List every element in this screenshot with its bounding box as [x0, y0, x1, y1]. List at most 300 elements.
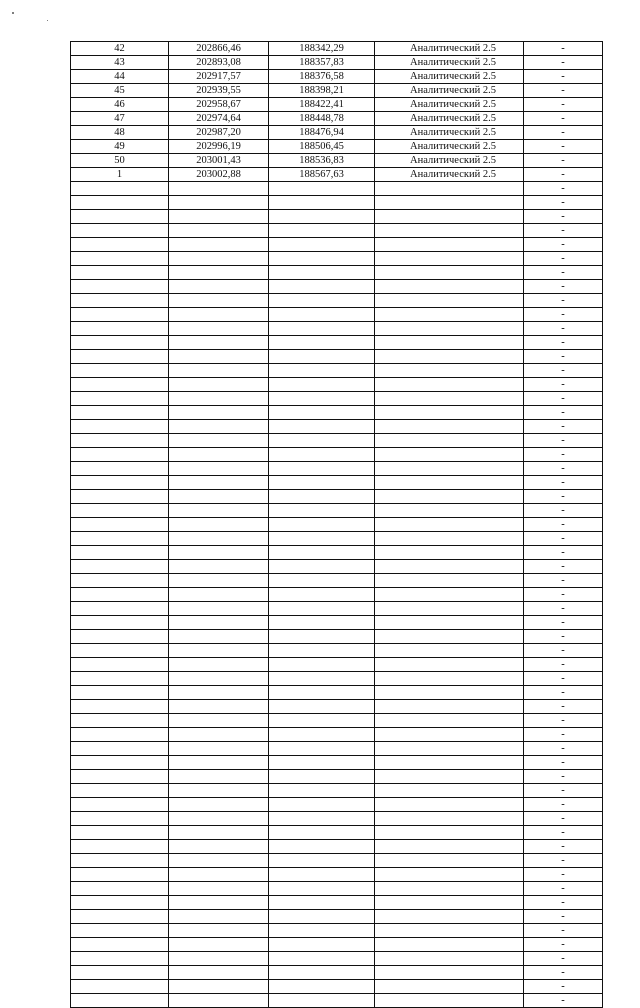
- dash-mark: -: [561, 812, 565, 824]
- method-cell: Аналитический 2.5: [375, 126, 524, 140]
- dash-mark: -: [561, 112, 565, 124]
- dash-mark: -: [561, 322, 565, 334]
- x-coordinate-cell: [169, 588, 269, 602]
- dash-mark: -: [561, 70, 565, 82]
- method-cell: [375, 210, 524, 224]
- y-coordinate-cell: [269, 770, 375, 784]
- point-number-cell: [71, 714, 169, 728]
- method-cell: [375, 238, 524, 252]
- method-cell: [375, 742, 524, 756]
- method-cell: Аналитический 2.5: [375, 168, 524, 182]
- y-coordinate-cell: [269, 924, 375, 938]
- method-cell: [375, 546, 524, 560]
- x-coordinate-cell: [169, 644, 269, 658]
- mark-cell: [524, 210, 603, 224]
- point-number-cell: [71, 518, 169, 532]
- table-row: [71, 756, 603, 770]
- mark-cell: [524, 910, 603, 924]
- table-row: [71, 938, 603, 952]
- table-row: [71, 448, 603, 462]
- dash-mark: -: [561, 504, 565, 516]
- table-row: [71, 280, 603, 294]
- x-coordinate-cell: [169, 686, 269, 700]
- method-cell: Аналитический 2.5: [375, 140, 524, 154]
- table-row: [71, 966, 603, 980]
- y-coordinate-cell: [269, 336, 375, 350]
- table-row: [71, 616, 603, 630]
- point-number-cell: [71, 924, 169, 938]
- method-cell: [375, 504, 524, 518]
- method-cell: [375, 994, 524, 1008]
- dash-mark: -: [561, 420, 565, 432]
- y-coordinate-cell: [269, 938, 375, 952]
- point-number-cell: [71, 658, 169, 672]
- mark-cell: [524, 630, 603, 644]
- mark-cell: [524, 434, 603, 448]
- x-coordinate-cell: [169, 392, 269, 406]
- table-row: [71, 784, 603, 798]
- point-number-cell: [71, 322, 169, 336]
- mark-cell: [524, 966, 603, 980]
- method-cell: [375, 392, 524, 406]
- x-coordinate-cell: [169, 952, 269, 966]
- x-coordinate-cell: [169, 700, 269, 714]
- method-cell: [375, 882, 524, 896]
- mark-cell: [524, 742, 603, 756]
- mark-cell: [524, 364, 603, 378]
- table-row: [71, 266, 603, 280]
- mark-cell: [524, 938, 603, 952]
- y-coordinate-cell: [269, 728, 375, 742]
- y-coordinate-cell: [269, 406, 375, 420]
- dash-mark: -: [561, 518, 565, 530]
- mark-cell: [524, 504, 603, 518]
- y-coordinate-cell: [269, 644, 375, 658]
- mark-cell: [524, 868, 603, 882]
- table-row: [71, 686, 603, 700]
- y-coordinate-cell: [269, 364, 375, 378]
- y-coordinate-cell: [269, 840, 375, 854]
- point-number-cell: [71, 966, 169, 980]
- method-cell: [375, 700, 524, 714]
- mark-cell: [524, 672, 603, 686]
- x-coordinate-cell: 202866,46: [169, 42, 269, 56]
- x-coordinate-cell: [169, 350, 269, 364]
- y-coordinate-cell: [269, 574, 375, 588]
- x-coordinate-cell: [169, 504, 269, 518]
- dash-mark: -: [561, 672, 565, 684]
- point-number-cell: [71, 602, 169, 616]
- table-row: [71, 140, 603, 154]
- method-cell: [375, 714, 524, 728]
- method-cell: [375, 658, 524, 672]
- method-cell: [375, 182, 524, 196]
- x-coordinate-cell: 202996,19: [169, 140, 269, 154]
- method-cell: [375, 896, 524, 910]
- x-coordinate-cell: [169, 896, 269, 910]
- table-row: [71, 56, 603, 70]
- mark-cell: [524, 84, 603, 98]
- table-row: [71, 882, 603, 896]
- point-number-cell: [71, 742, 169, 756]
- method-cell: [375, 252, 524, 266]
- y-coordinate-cell: [269, 238, 375, 252]
- mark-cell: [524, 602, 603, 616]
- dash-mark: -: [561, 994, 565, 1006]
- mark-cell: [524, 840, 603, 854]
- x-coordinate-cell: [169, 812, 269, 826]
- x-coordinate-cell: [169, 784, 269, 798]
- point-number-cell: [71, 910, 169, 924]
- y-coordinate-cell: [269, 714, 375, 728]
- point-number-cell: [71, 308, 169, 322]
- point-number-cell: [71, 392, 169, 406]
- method-cell: Аналитический 2.5: [375, 70, 524, 84]
- table-row: [71, 952, 603, 966]
- dash-mark: -: [561, 364, 565, 376]
- method-cell: [375, 560, 524, 574]
- point-number-cell: 48: [71, 126, 169, 140]
- dash-mark: -: [561, 980, 565, 992]
- table-row: [71, 308, 603, 322]
- dash-mark: -: [561, 462, 565, 474]
- x-coordinate-cell: [169, 728, 269, 742]
- dash-mark: -: [561, 756, 565, 768]
- dash-mark: -: [561, 448, 565, 460]
- method-cell: [375, 924, 524, 938]
- mark-cell: [524, 714, 603, 728]
- table-row: [71, 406, 603, 420]
- dash-mark: -: [561, 896, 565, 908]
- y-coordinate-cell: [269, 504, 375, 518]
- x-coordinate-cell: [169, 280, 269, 294]
- table-row: [71, 588, 603, 602]
- mark-cell: [524, 812, 603, 826]
- point-number-cell: [71, 980, 169, 994]
- table-row: [71, 840, 603, 854]
- y-coordinate-cell: [269, 252, 375, 266]
- mark-cell: [524, 252, 603, 266]
- x-coordinate-cell: [169, 658, 269, 672]
- x-coordinate-cell: [169, 266, 269, 280]
- x-coordinate-cell: [169, 336, 269, 350]
- x-coordinate-cell: [169, 672, 269, 686]
- method-cell: [375, 420, 524, 434]
- mark-cell: [524, 826, 603, 840]
- mark-cell: [524, 658, 603, 672]
- method-cell: [375, 826, 524, 840]
- dash-mark: -: [561, 154, 565, 166]
- method-cell: [375, 770, 524, 784]
- method-cell: [375, 280, 524, 294]
- y-coordinate-cell: [269, 798, 375, 812]
- x-coordinate-cell: [169, 462, 269, 476]
- table-row: [71, 630, 603, 644]
- dash-mark: -: [561, 42, 565, 54]
- x-coordinate-cell: [169, 994, 269, 1008]
- method-cell: Аналитический 2.5: [375, 42, 524, 56]
- dash-mark: -: [561, 224, 565, 236]
- dash-mark: -: [561, 182, 565, 194]
- x-coordinate-cell: [169, 630, 269, 644]
- mark-cell: [524, 336, 603, 350]
- method-cell: [375, 336, 524, 350]
- x-coordinate-cell: 202939,55: [169, 84, 269, 98]
- point-number-cell: [71, 798, 169, 812]
- method-cell: [375, 448, 524, 462]
- dash-mark: -: [561, 560, 565, 572]
- y-coordinate-cell: [269, 658, 375, 672]
- dash-mark: -: [561, 644, 565, 656]
- x-coordinate-cell: [169, 420, 269, 434]
- x-coordinate-cell: 203001,43: [169, 154, 269, 168]
- point-number-cell: [71, 812, 169, 826]
- y-coordinate-cell: [269, 308, 375, 322]
- method-cell: [375, 966, 524, 980]
- y-coordinate-cell: [269, 322, 375, 336]
- dash-mark: -: [561, 350, 565, 362]
- dash-mark: -: [561, 546, 565, 558]
- mark-cell: [524, 882, 603, 896]
- y-coordinate-cell: [269, 476, 375, 490]
- x-coordinate-cell: [169, 308, 269, 322]
- table-row: [71, 896, 603, 910]
- y-coordinate-cell: [269, 700, 375, 714]
- y-coordinate-cell: [269, 812, 375, 826]
- y-coordinate-cell: [269, 602, 375, 616]
- table-row: [71, 924, 603, 938]
- y-coordinate-cell: [269, 196, 375, 210]
- point-number-cell: [71, 350, 169, 364]
- x-coordinate-cell: [169, 966, 269, 980]
- mark-cell: [524, 700, 603, 714]
- method-cell: [375, 980, 524, 994]
- x-coordinate-cell: [169, 560, 269, 574]
- y-coordinate-cell: [269, 392, 375, 406]
- y-coordinate-cell: [269, 434, 375, 448]
- table-row: [71, 196, 603, 210]
- point-number-cell: [71, 770, 169, 784]
- method-cell: [375, 364, 524, 378]
- method-cell: [375, 728, 524, 742]
- point-number-cell: [71, 224, 169, 238]
- y-coordinate-cell: 188536,83: [269, 154, 375, 168]
- dash-mark: -: [561, 336, 565, 348]
- mark-cell: [524, 924, 603, 938]
- y-coordinate-cell: [269, 532, 375, 546]
- point-number-cell: [71, 532, 169, 546]
- point-number-cell: [71, 938, 169, 952]
- point-number-cell: [71, 686, 169, 700]
- method-cell: [375, 490, 524, 504]
- dash-mark: -: [561, 280, 565, 292]
- table-row: [71, 378, 603, 392]
- point-number-cell: [71, 882, 169, 896]
- mark-cell: [524, 546, 603, 560]
- x-coordinate-cell: [169, 252, 269, 266]
- dash-mark: -: [561, 882, 565, 894]
- table-row: [71, 98, 603, 112]
- dash-mark: -: [561, 784, 565, 796]
- y-coordinate-cell: 188376,58: [269, 70, 375, 84]
- dash-mark: -: [561, 658, 565, 670]
- scan-speck: [47, 20, 48, 21]
- x-coordinate-cell: [169, 518, 269, 532]
- method-cell: [375, 672, 524, 686]
- x-coordinate-cell: [169, 840, 269, 854]
- point-number-cell: [71, 252, 169, 266]
- dash-mark: -: [561, 826, 565, 838]
- table-row: [71, 602, 603, 616]
- table-row: [71, 182, 603, 196]
- table-row: [71, 532, 603, 546]
- mark-cell: [524, 518, 603, 532]
- table-row: [71, 168, 603, 182]
- method-cell: [375, 952, 524, 966]
- point-number-cell: [71, 672, 169, 686]
- method-cell: Аналитический 2.5: [375, 154, 524, 168]
- x-coordinate-cell: [169, 224, 269, 238]
- dash-mark: -: [561, 98, 565, 110]
- point-number-cell: [71, 546, 169, 560]
- x-coordinate-cell: [169, 742, 269, 756]
- table-row: [71, 238, 603, 252]
- y-coordinate-cell: [269, 868, 375, 882]
- y-coordinate-cell: [269, 420, 375, 434]
- y-coordinate-cell: [269, 182, 375, 196]
- dash-mark: -: [561, 630, 565, 642]
- mark-cell: [524, 994, 603, 1008]
- x-coordinate-cell: [169, 924, 269, 938]
- x-coordinate-cell: [169, 406, 269, 420]
- point-number-cell: [71, 840, 169, 854]
- y-coordinate-cell: [269, 882, 375, 896]
- mark-cell: [524, 574, 603, 588]
- mark-cell: [524, 280, 603, 294]
- table-row: [71, 994, 603, 1008]
- x-coordinate-cell: [169, 476, 269, 490]
- table-row: [71, 910, 603, 924]
- mark-cell: [524, 70, 603, 84]
- table-row: [71, 294, 603, 308]
- point-number-cell: 46: [71, 98, 169, 112]
- y-coordinate-cell: [269, 966, 375, 980]
- method-cell: [375, 350, 524, 364]
- method-cell: [375, 532, 524, 546]
- mark-cell: [524, 616, 603, 630]
- mark-cell: [524, 154, 603, 168]
- x-coordinate-cell: 203002,88: [169, 168, 269, 182]
- method-cell: [375, 630, 524, 644]
- table-row: [71, 812, 603, 826]
- y-coordinate-cell: [269, 854, 375, 868]
- y-coordinate-cell: [269, 280, 375, 294]
- point-number-cell: [71, 476, 169, 490]
- point-number-cell: [71, 896, 169, 910]
- mark-cell: [524, 588, 603, 602]
- table-row: [71, 70, 603, 84]
- y-coordinate-cell: 188448,78: [269, 112, 375, 126]
- method-cell: [375, 308, 524, 322]
- y-coordinate-cell: 188567,63: [269, 168, 375, 182]
- table-row: [71, 462, 603, 476]
- table-row: [71, 84, 603, 98]
- point-number-cell: [71, 462, 169, 476]
- table-row: [71, 504, 603, 518]
- x-coordinate-cell: [169, 182, 269, 196]
- x-coordinate-cell: [169, 854, 269, 868]
- point-number-cell: 50: [71, 154, 169, 168]
- point-number-cell: [71, 504, 169, 518]
- table-row: [71, 336, 603, 350]
- mark-cell: [524, 952, 603, 966]
- point-number-cell: 47: [71, 112, 169, 126]
- point-number-cell: [71, 756, 169, 770]
- dash-mark: -: [561, 84, 565, 96]
- point-number-cell: [71, 406, 169, 420]
- y-coordinate-cell: [269, 224, 375, 238]
- point-number-cell: [71, 266, 169, 280]
- method-cell: [375, 938, 524, 952]
- mark-cell: [524, 308, 603, 322]
- method-cell: [375, 756, 524, 770]
- mark-cell: [524, 532, 603, 546]
- x-coordinate-cell: 202974,64: [169, 112, 269, 126]
- table-row: [71, 518, 603, 532]
- dash-mark: -: [561, 196, 565, 208]
- dash-mark: -: [561, 728, 565, 740]
- x-coordinate-cell: [169, 980, 269, 994]
- y-coordinate-cell: [269, 742, 375, 756]
- table-row: [71, 224, 603, 238]
- table-row: [71, 112, 603, 126]
- dash-mark: -: [561, 56, 565, 68]
- method-cell: [375, 378, 524, 392]
- dash-mark: -: [561, 952, 565, 964]
- dash-mark: -: [561, 602, 565, 614]
- mark-cell: [524, 168, 603, 182]
- table-row: [71, 868, 603, 882]
- table-row: [71, 546, 603, 560]
- mark-cell: [524, 560, 603, 574]
- mark-cell: [524, 392, 603, 406]
- mark-cell: [524, 126, 603, 140]
- method-cell: [375, 476, 524, 490]
- y-coordinate-cell: [269, 896, 375, 910]
- dash-mark: -: [561, 616, 565, 628]
- dash-mark: -: [561, 266, 565, 278]
- point-number-cell: [71, 826, 169, 840]
- coordinates-table: [70, 41, 603, 1008]
- table-row: [71, 672, 603, 686]
- mark-cell: [524, 798, 603, 812]
- mark-cell: [524, 784, 603, 798]
- x-coordinate-cell: [169, 322, 269, 336]
- point-number-cell: [71, 238, 169, 252]
- point-number-cell: [71, 280, 169, 294]
- table-row: [71, 434, 603, 448]
- table-row: [71, 714, 603, 728]
- dash-mark: -: [561, 490, 565, 502]
- x-coordinate-cell: [169, 490, 269, 504]
- mark-cell: [524, 448, 603, 462]
- point-number-cell: [71, 700, 169, 714]
- table-row: [71, 700, 603, 714]
- mark-cell: [524, 854, 603, 868]
- point-number-cell: 44: [71, 70, 169, 84]
- dash-mark: -: [561, 378, 565, 390]
- dash-mark: -: [561, 770, 565, 782]
